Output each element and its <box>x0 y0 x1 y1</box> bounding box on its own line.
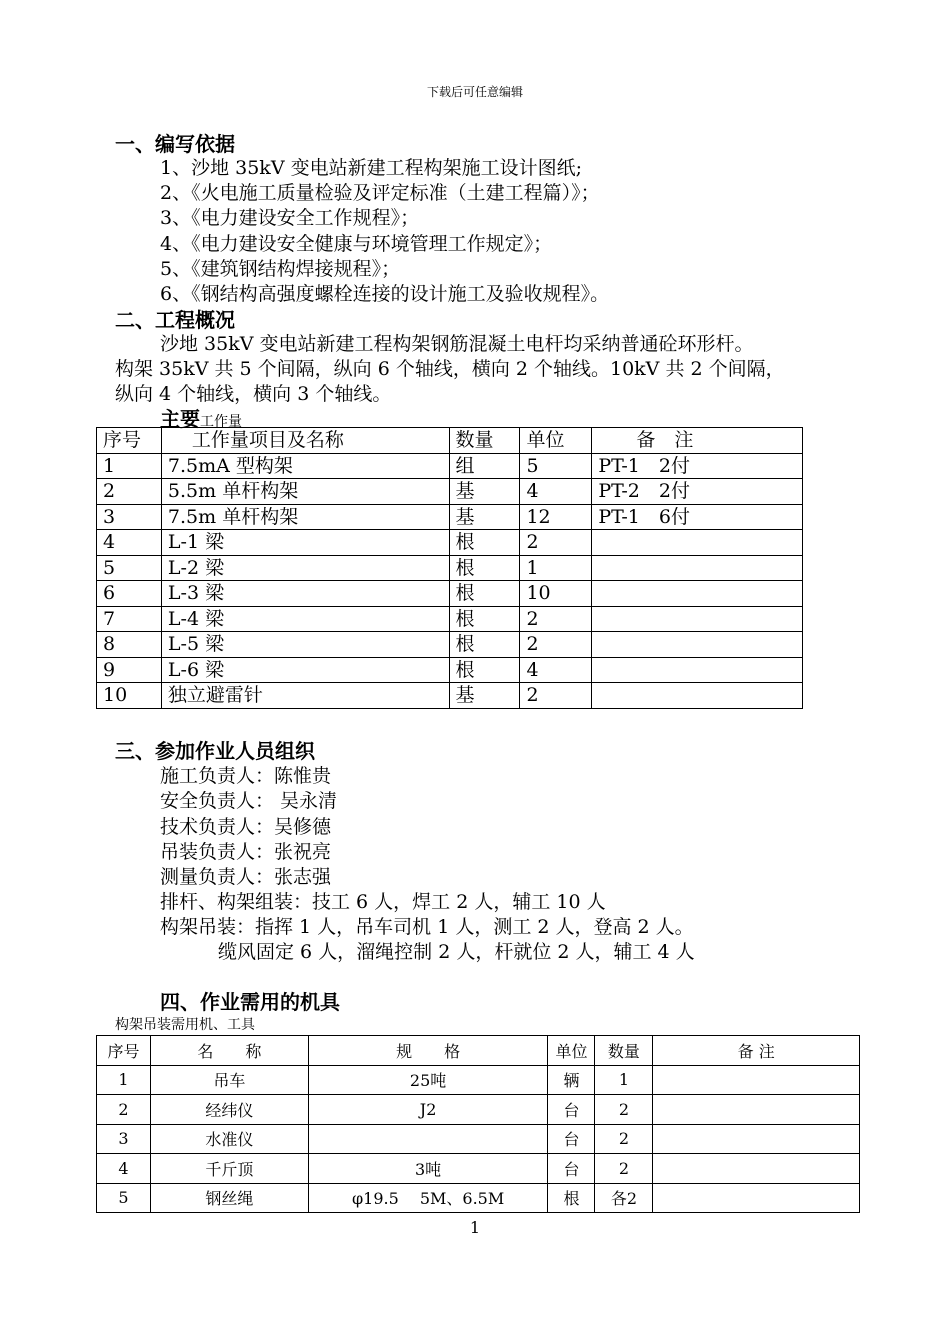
cell: 基 <box>449 479 520 505</box>
cell: 2 <box>595 1095 653 1125</box>
table-row <box>97 581 803 607</box>
staff-line: 吊装负责人：张祝亮 <box>160 841 332 863</box>
section-2-title: 二、工程概况 <box>115 308 235 332</box>
cell: 2 <box>97 479 162 505</box>
cell: PT-1 6付 <box>592 504 803 530</box>
table-row <box>97 632 803 658</box>
reference-item: 1、沙地 35kV 变电站新建工程构架施工设计图纸; <box>160 157 582 179</box>
table-row <box>97 606 803 632</box>
header-cell: 序号 <box>97 1036 151 1066</box>
section-1-title: 一、编写依据 <box>115 132 235 156</box>
cell: L-6 梁 <box>161 657 449 683</box>
cell: 7.5mA 型构架 <box>161 453 449 479</box>
staff-line: 排杆、构架组装：技工 6 人，焊工 2 人，辅工 10 人 <box>160 891 606 913</box>
cell: 7.5m 单杆构架 <box>161 504 449 530</box>
cell: 4 <box>520 479 592 505</box>
staff-line-indented: 缆风固定 6 人，溜绳控制 2 人，杆就位 2 人，辅工 4 人 <box>218 941 695 963</box>
cell: PT-2 2付 <box>592 479 803 505</box>
cell <box>592 632 803 658</box>
workload-subtitle-bold: 主要 <box>160 407 200 431</box>
cell: 5 <box>97 1183 151 1213</box>
cell: 组 <box>449 453 520 479</box>
section-4-title: 四、作业需用的机具 <box>160 990 340 1014</box>
header-cell: 单位 <box>548 1036 595 1066</box>
cell: 根 <box>449 581 520 607</box>
section-3-title: 三、参加作业人员组织 <box>115 739 315 763</box>
table-header-row <box>97 428 803 454</box>
cell: 各2 <box>595 1183 653 1213</box>
header-cell: 规 格 <box>308 1036 548 1066</box>
cell: 根 <box>449 632 520 658</box>
cell: L-4 梁 <box>161 606 449 632</box>
header-cell: 名 称 <box>150 1036 308 1066</box>
overview-paragraph-line: 沙地 35kV 变电站新建工程构架钢筋混凝土电杆均采纳普通砼环形杆。 <box>160 333 754 355</box>
cell: 5 <box>520 453 592 479</box>
header-cell: 备 注 <box>653 1036 860 1066</box>
table-row <box>97 683 803 709</box>
cell: 独立避雷针 <box>161 683 449 709</box>
cell: 1 <box>97 453 162 479</box>
reference-item: 6、《钢结构高强度螺栓连接的设计施工及验收规程》。 <box>160 283 610 305</box>
cell: 钢丝绳 <box>150 1183 308 1213</box>
cell: 4 <box>520 657 592 683</box>
staff-line: 测量负责人：张志强 <box>160 866 332 888</box>
reference-item: 3、《电力建设安全工作规程》； <box>160 207 420 229</box>
cell: 1 <box>97 1065 151 1095</box>
table-row <box>97 1124 860 1154</box>
cell <box>592 555 803 581</box>
cell <box>592 530 803 556</box>
table-row <box>97 1183 860 1213</box>
cell <box>653 1065 860 1095</box>
cell: 水准仪 <box>150 1124 308 1154</box>
cell: PT-1 2付 <box>592 453 803 479</box>
workload-table <box>96 427 803 709</box>
cell: 25吨 <box>308 1065 548 1095</box>
overview-paragraph-line: 纵向 4 个轴线，横向 3 个轴线。 <box>115 383 392 405</box>
header-cell: 单位 <box>520 428 592 454</box>
cell: L-5 梁 <box>161 632 449 658</box>
cell: 台 <box>548 1124 595 1154</box>
tools-table <box>96 1035 860 1213</box>
table-row <box>97 504 803 530</box>
cell: 根 <box>449 606 520 632</box>
cell: 4 <box>97 530 162 556</box>
cell: 1 <box>595 1065 653 1095</box>
cell: φ19.5 5M、6.5M <box>308 1183 548 1213</box>
cell: 3吨 <box>308 1154 548 1184</box>
cell: 吊车 <box>150 1065 308 1095</box>
cell <box>592 581 803 607</box>
cell: 基 <box>449 504 520 530</box>
cell: 6 <box>97 581 162 607</box>
table-row <box>97 657 803 683</box>
cell: 5 <box>97 555 162 581</box>
cell <box>653 1124 860 1154</box>
cell: 3 <box>97 504 162 530</box>
cell: L-2 梁 <box>161 555 449 581</box>
cell: L-1 梁 <box>161 530 449 556</box>
cell: 经纬仪 <box>150 1095 308 1125</box>
cell: 5.5m 单杆构架 <box>161 479 449 505</box>
header-cell: 工作量项目及名称 <box>161 428 449 454</box>
cell: 台 <box>548 1154 595 1184</box>
cell: 基 <box>449 683 520 709</box>
cell: 9 <box>97 657 162 683</box>
cell <box>308 1124 548 1154</box>
cell <box>653 1154 860 1184</box>
table-row <box>97 555 803 581</box>
cell: 3 <box>97 1124 151 1154</box>
table-header-row <box>97 1036 860 1066</box>
overview-paragraph-line: 构架 35kV 共 5 个间隔，纵向 6 个轴线，横向 2 个轴线。10kV 共 2 个间隔， <box>115 358 785 380</box>
header-note: 下载后可任意编辑 <box>426 85 523 99</box>
cell: 10 <box>97 683 162 709</box>
cell <box>653 1183 860 1213</box>
cell: 2 <box>520 632 592 658</box>
cell: 8 <box>97 632 162 658</box>
tools-caption: 构架吊装需用机、工具 <box>115 1017 255 1033</box>
table-row <box>97 1095 860 1125</box>
cell: 2 <box>595 1124 653 1154</box>
cell <box>592 683 803 709</box>
cell: 根 <box>449 657 520 683</box>
cell: 10 <box>520 581 592 607</box>
table-row <box>97 1065 860 1095</box>
cell: 2 <box>520 606 592 632</box>
staff-line: 安全负责人： 吴永清 <box>160 790 338 812</box>
cell: 台 <box>548 1095 595 1125</box>
cell <box>653 1095 860 1125</box>
reference-item: 4、《电力建设安全健康与环境管理工作规定》； <box>160 233 553 255</box>
workload-subtitle-normal: 工作量 <box>200 414 242 430</box>
cell: 根 <box>548 1183 595 1213</box>
header-cell: 备 注 <box>592 428 803 454</box>
cell: 2 <box>520 683 592 709</box>
header-cell: 数量 <box>595 1036 653 1066</box>
cell: L-3 梁 <box>161 581 449 607</box>
header-cell: 数量 <box>449 428 520 454</box>
table-row <box>97 453 803 479</box>
cell: 根 <box>449 530 520 556</box>
cell: 12 <box>520 504 592 530</box>
cell: 2 <box>520 530 592 556</box>
cell: 1 <box>520 555 592 581</box>
cell <box>592 657 803 683</box>
cell: 7 <box>97 606 162 632</box>
reference-item: 5、《建筑钢结构焊接规程》； <box>160 258 401 280</box>
staff-line: 施工负责人：陈惟贵 <box>160 765 332 787</box>
cell: 4 <box>97 1154 151 1184</box>
staff-line: 技术负责人：吴修德 <box>160 816 332 838</box>
cell: 2 <box>595 1154 653 1184</box>
table-row <box>97 479 803 505</box>
staff-line: 构架吊装：指挥 1 人，吊车司机 1 人，测工 2 人，登高 2 人。 <box>160 916 694 938</box>
cell: 根 <box>449 555 520 581</box>
cell: 2 <box>97 1095 151 1125</box>
cell: 千斤顶 <box>150 1154 308 1184</box>
cell <box>592 606 803 632</box>
page-number: 1 <box>469 1218 481 1237</box>
cell: 辆 <box>548 1065 595 1095</box>
table-row <box>97 530 803 556</box>
reference-item: 2、《火电施工质量检验及评定标准（土建工程篇）》； <box>160 182 600 204</box>
header-cell: 序号 <box>97 428 162 454</box>
table-row <box>97 1154 860 1184</box>
cell: J2 <box>308 1095 548 1125</box>
